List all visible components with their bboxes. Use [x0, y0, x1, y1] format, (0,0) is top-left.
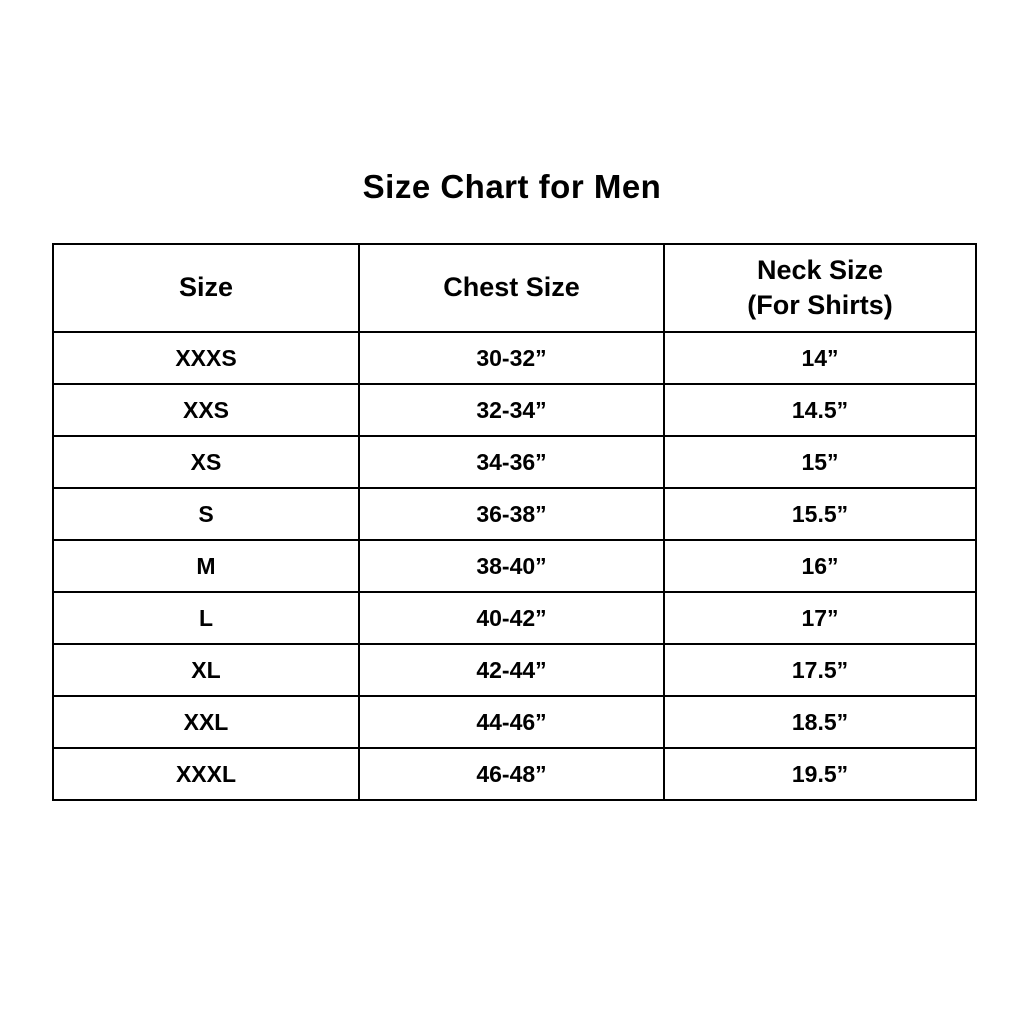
neck-size-cell: 17”	[664, 592, 976, 644]
neck-size-cell: 19.5”	[664, 748, 976, 800]
chest-size-cell: 34-36”	[359, 436, 664, 488]
chest-size-cell: 46-48”	[359, 748, 664, 800]
size-table-header	[53, 244, 976, 332]
table-row	[53, 748, 976, 800]
chest-size-cell: 30-32”	[359, 332, 664, 384]
table-row	[53, 488, 976, 540]
chest-size-cell: 32-34”	[359, 384, 664, 436]
column-header-neck-size	[664, 244, 976, 332]
column-header-chest-size-label: Chest Size	[443, 272, 580, 303]
table-row	[53, 696, 976, 748]
table-row	[53, 540, 976, 592]
page-title: Size Chart for Men	[362, 168, 662, 205]
neck-size-cell: 15.5”	[664, 488, 976, 540]
size-cell: XXXS	[53, 332, 359, 384]
header-row	[53, 244, 976, 332]
table-row	[53, 332, 976, 384]
size-cell: L	[53, 592, 359, 644]
size-cell: S	[53, 488, 359, 540]
chest-size-cell: 40-42”	[359, 592, 664, 644]
neck-size-cell: 14”	[664, 332, 976, 384]
size-cell: M	[53, 540, 359, 592]
size-cell: XXL	[53, 696, 359, 748]
size-cell: XL	[53, 644, 359, 696]
table-row	[53, 644, 976, 696]
neck-size-cell: 17.5”	[664, 644, 976, 696]
chest-size-cell: 38-40”	[359, 540, 664, 592]
size-cell: XS	[53, 436, 359, 488]
size-cell: XXS	[53, 384, 359, 436]
neck-size-cell: 18.5”	[664, 696, 976, 748]
chest-size-cell: 44-46”	[359, 696, 664, 748]
column-header-size-label: Size	[178, 272, 234, 303]
chest-size-cell: 42-44”	[359, 644, 664, 696]
column-header-neck-size-sublabel: (For Shirts)	[747, 290, 893, 320]
column-header-chest-size	[359, 244, 664, 332]
size-cell: XXXL	[53, 748, 359, 800]
size-table-body	[53, 332, 976, 800]
neck-size-cell: 15”	[664, 436, 976, 488]
table-row	[53, 384, 976, 436]
size-table	[52, 243, 977, 801]
table-row	[53, 592, 976, 644]
column-header-size	[53, 244, 359, 332]
table-row	[53, 436, 976, 488]
column-header-neck-size-label: Neck Size	[756, 254, 884, 285]
neck-size-cell: 14.5”	[664, 384, 976, 436]
chest-size-cell: 36-38”	[359, 488, 664, 540]
neck-size-cell: 16”	[664, 540, 976, 592]
